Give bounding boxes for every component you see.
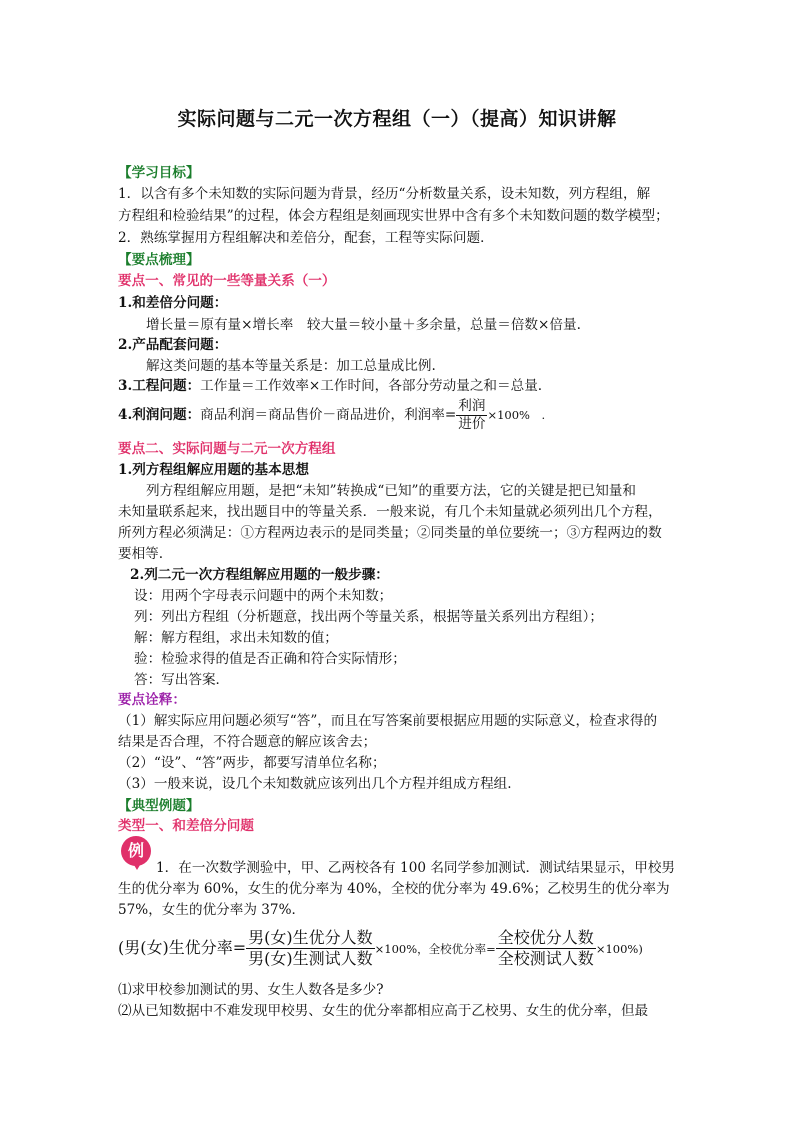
- point2-s1-line1: 列方程组解应用题，是把“未知”转换成“已知”的重要方法，它的关键是把已知量和: [146, 483, 636, 499]
- step-solve: 解：解方程组，求出未知数的值；: [134, 630, 338, 646]
- example-badge-tail: [131, 860, 143, 870]
- point1-s3-text: 工作量＝工作效率×工作时间，各部分劳动量之和＝总量.: [200, 378, 543, 394]
- point2-s2-title: 2.列二元一次方程组解应用题的一般步骤：: [130, 567, 389, 583]
- note-1b: 结果是否合理，不符合题意的解应该舍去；: [118, 734, 377, 750]
- point1-s2-text: 解这类问题的基本等量关系是：加工总量成比例.: [146, 358, 436, 374]
- points-header: 【要点梳理】: [118, 252, 200, 268]
- point2-s1-title: 1.列方程组解应用题的基本思想: [118, 462, 309, 478]
- example1-line3: 57%，女生的优分率为 37%．: [118, 902, 306, 918]
- point2-title: 要点二、实际问题与二元一次方程组: [118, 441, 336, 457]
- note-3: （3）一般来说，设几个未知数就应该列出几个方程并组成方程组.: [118, 776, 512, 792]
- point1-s3-title: 3.工程问题：: [118, 378, 201, 394]
- examples-header: 【典型例题】: [118, 798, 200, 814]
- formula-tail: ×100%): [595, 942, 643, 956]
- step-check: 验：检验求得的值是否正确和符合实际情形；: [134, 651, 406, 667]
- example-badge-icon: 例: [121, 836, 151, 866]
- example1-line1: 1．在一次数学测验中，甲、乙两校各有 100 名同学参加测试．测试结果显示，甲校男: [156, 860, 676, 876]
- point2-s1-line4: 要相等.: [118, 546, 164, 562]
- goal-line-1b: 方程组和检验结果”的过程，体会方程组是刻画现实世界中含有多个未知数问题的数学模型；: [118, 208, 669, 224]
- document-title: 实际问题与二元一次方程组（一）（提高）知识讲解: [177, 108, 617, 130]
- goal-line-1a: 1．以含有多个未知数的实际问题为背景，经历“分析数量关系，设未知数，列方程组，解: [118, 186, 651, 202]
- step-set: 设：用两个字母表示问题中的两个未知数；: [134, 588, 393, 604]
- step-list: 列：列出方程组（分析题意，找出两个等量关系，根据等量关系列出方程组）；: [134, 609, 603, 625]
- note-1a: （1）解实际应用问题必须写“答”，而且在写答案前要根据应用题的实际意义，检查求得的: [118, 713, 658, 729]
- question-2: ⑵从已知数据中不难发现甲校男、女生的优分率都相应高于乙校男、女生的优分率，但最: [118, 1003, 649, 1019]
- note-2: （2）“设”、“答”两步，都要写清单位名称；: [118, 755, 386, 771]
- profit-rate-fraction: [456, 398, 487, 433]
- fraction-numerator: 利润: [458, 398, 486, 414]
- point1-s4: [118, 397, 688, 433]
- point1-title: 要点一、常见的一些等量关系（一）: [118, 273, 336, 289]
- point1-s1-text: 增长量＝原有量×增长率 较大量＝较小量＋多余量，总量＝倍数×倍量.: [146, 317, 581, 333]
- type1-title: 类型一、和差倍分问题: [118, 818, 254, 834]
- formula-fraction-1: [246, 928, 375, 969]
- notes-title: 要点诠释：: [118, 692, 186, 708]
- goals-header: 【学习目标】: [118, 165, 200, 181]
- question-1: ⑴求甲校参加测试的男、女生人数各是多少?: [118, 982, 384, 998]
- point1-s4-tail: ×100% .: [487, 408, 546, 422]
- formula-num1: 男(女)生优分人数: [248, 928, 373, 947]
- formula-fraction-2: [496, 928, 596, 969]
- formula-den1: 男(女)生测试人数: [248, 949, 373, 968]
- formula-num2: 全校优分人数: [497, 928, 594, 947]
- formula-den2: 全校测试人数: [497, 949, 594, 968]
- goal-line-2: 2．熟练掌握用方程组解决和差倍分，配套，工程等实际问题．: [118, 230, 494, 246]
- fraction-denominator: 进价: [458, 416, 486, 432]
- example1-formula: [118, 926, 688, 970]
- point2-s1-line2: 未知量联系起来，找出题目中的等量关系．一般来说，有几个未知量就必须列出几个方程，: [118, 504, 662, 520]
- point1-s1-title: 1.和差倍分问题：: [118, 295, 228, 311]
- point2-s1-line3: 所列方程必须满足：①方程两边表示的是同类量；②同类量的单位要统一；③方程两边的数: [118, 525, 662, 541]
- point1-s4-title: 4.利润问题：: [118, 407, 201, 423]
- example1-line2: 生的优分率为 60%，女生的优分率为 40%，全校的优分率为 49.6%；乙校男生的优分率为: [118, 881, 670, 897]
- formula-lhs1: (男(女)生优分率=: [118, 938, 247, 957]
- point1-s2-title: 2.产品配套问题：: [118, 337, 228, 353]
- point1-s4-text: 商品利润＝商品售价－商品进价，利润率=: [200, 407, 457, 423]
- formula-mid: ×100%，全校优分率=: [374, 942, 496, 956]
- point1-s3: [118, 376, 688, 396]
- step-answer: 答：写出答案．: [134, 672, 230, 688]
